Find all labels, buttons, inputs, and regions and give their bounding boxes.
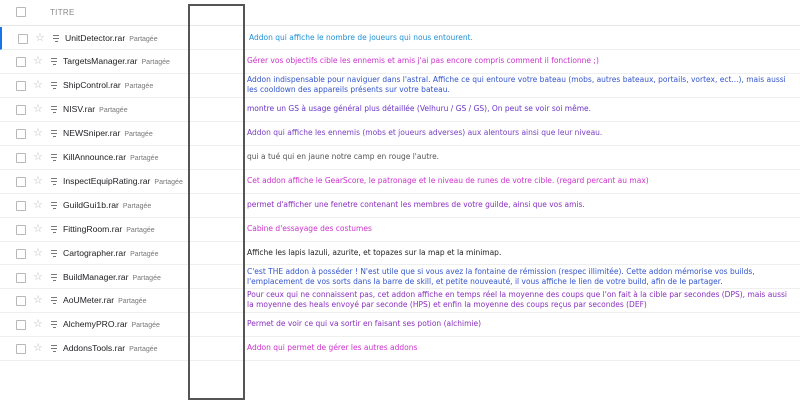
file-type-icon — [51, 202, 57, 210]
row-checkbox[interactable] — [16, 177, 26, 187]
file-row[interactable] — [0, 313, 800, 337]
file-name[interactable] — [63, 224, 155, 234]
file-description: montre un GS à usage général plus détaillée (Velhuru / GS / GS), On peut se voir soi même. — [247, 104, 592, 114]
shared-label: Partagée — [130, 155, 159, 162]
star-icon[interactable]: ☆ — [33, 342, 43, 355]
file-name-text[interactable]: ShipControl.rar — [63, 80, 121, 91]
row-checkbox[interactable] — [16, 249, 26, 259]
file-name-text[interactable]: UnitDetector.rar — [65, 32, 126, 43]
file-name[interactable] — [63, 56, 170, 66]
shared-label: Partagée — [124, 131, 153, 139]
file-type-icon — [51, 345, 57, 353]
select-all-checkbox[interactable] — [16, 7, 26, 17]
shared-label: Partagée — [132, 274, 161, 282]
file-name-text[interactable]: InspectEquipRating.rar — [63, 175, 151, 186]
shared-label: Partagée — [130, 250, 159, 258]
star-icon[interactable]: ☆ — [33, 55, 43, 68]
file-row[interactable] — [0, 74, 800, 98]
file-name-text[interactable]: Cartographer.rar — [63, 247, 127, 258]
file-description: C'est THE addon à posséder ! N'est utile que si vous avez la fontaine de rémission (respec illimitée). Cette addon mémorise vos builds, l'emplacement de vos sorts dans la barre de skill, et petite nouveauté, il vous affiche le lien de votre build, afin de le partager. — [247, 266, 755, 286]
star-icon[interactable]: ☆ — [33, 246, 43, 259]
file-name[interactable] — [63, 200, 151, 210]
file-type-icon — [51, 106, 57, 114]
shared-label: Partagée — [122, 202, 152, 210]
file-description: Addon indispensable pour naviguer dans l'astral. Affiche ce qui entoure votre bateau (mobs, autres bateaux, portails, vortex, ect...), mais aussi les cooldown des appareils présents sur votre bateau. — [247, 75, 786, 95]
file-description: Cabine d'essayage des costumes — [247, 223, 372, 233]
shared-label: Partagée — [99, 107, 128, 115]
file-type-icon — [51, 130, 57, 138]
file-row[interactable] — [0, 218, 800, 242]
row-checkbox[interactable] — [16, 225, 26, 235]
file-row[interactable] — [0, 27, 800, 51]
file-name[interactable] — [63, 152, 158, 162]
file-name[interactable] — [63, 343, 158, 353]
star-icon[interactable]: ☆ — [33, 79, 43, 92]
row-checkbox[interactable] — [16, 153, 26, 163]
file-row[interactable] — [0, 50, 800, 74]
star-icon[interactable]: ☆ — [33, 270, 43, 283]
file-name[interactable] — [63, 176, 183, 186]
row-checkbox[interactable] — [16, 344, 26, 354]
file-row[interactable] — [0, 266, 800, 290]
star-icon[interactable]: ☆ — [33, 294, 43, 307]
file-description: Pour ceux qui ne connaissent pas, cet addon affiche en temps réel la moyenne des coups que l'on fait à la cible par secondes (DPS), mais aussi la moyenne des heals envoyé par seconde (HPS) et enfin la moyenne des coups reçus par secondes (DEF) — [247, 290, 787, 310]
list-header — [0, 0, 800, 26]
shared-label: Partagée — [129, 346, 158, 354]
star-icon[interactable]: ☆ — [33, 222, 43, 235]
file-type-icon — [51, 297, 57, 305]
file-type-icon — [53, 35, 59, 43]
file-row[interactable] — [0, 289, 800, 313]
file-name-text[interactable]: NEWSniper.rar — [63, 128, 121, 139]
star-icon[interactable]: ☆ — [33, 103, 43, 116]
file-name-text[interactable]: AddonsTools.rar — [63, 343, 126, 354]
file-name[interactable] — [63, 128, 153, 138]
file-row[interactable] — [0, 170, 800, 194]
star-icon[interactable]: ☆ — [33, 198, 43, 211]
file-row[interactable] — [0, 337, 800, 361]
row-checkbox[interactable] — [18, 34, 28, 44]
file-description: Addon qui affiche les ennemis (mobs et joueurs adverses) aux alentours ainsi que leur niveau. — [247, 128, 603, 138]
shared-label: Partagée — [129, 35, 158, 43]
file-type-icon — [51, 178, 57, 186]
file-name-text[interactable]: FittingRoom.rar — [63, 223, 123, 234]
file-description: permet d'afficher une fenetre contenant les membres de votre guilde, ainsi que vos amis. — [247, 199, 585, 209]
file-name[interactable] — [63, 248, 158, 258]
file-name-text[interactable]: BuildManager.rar — [63, 271, 129, 282]
star-icon[interactable]: ☆ — [33, 151, 43, 163]
file-description: qui a tué qui en jaune notre camp en rouge l'autre. — [247, 152, 440, 161]
file-name[interactable] — [63, 272, 161, 282]
file-type-icon — [51, 274, 57, 282]
file-name[interactable] — [63, 295, 147, 305]
shared-label: Partagée — [154, 178, 183, 186]
star-icon[interactable]: ☆ — [35, 31, 45, 44]
row-checkbox[interactable] — [16, 296, 26, 306]
file-row[interactable] — [0, 194, 800, 218]
file-row[interactable] — [0, 146, 800, 170]
row-checkbox[interactable] — [16, 201, 26, 211]
star-icon[interactable]: ☆ — [33, 318, 43, 331]
shared-label: Partagée — [141, 59, 170, 67]
shared-label: Partagée — [124, 83, 154, 91]
row-checkbox[interactable] — [16, 320, 26, 330]
file-name[interactable] — [63, 104, 128, 114]
file-type-icon — [51, 250, 57, 258]
star-icon[interactable]: ☆ — [33, 174, 43, 187]
file-name-text[interactable]: AlchemyPRO.rar — [63, 319, 128, 330]
row-checkbox[interactable] — [16, 57, 26, 67]
file-type-icon — [51, 321, 57, 329]
row-checkbox[interactable] — [16, 273, 26, 283]
row-checkbox[interactable] — [16, 129, 26, 139]
star-icon[interactable]: ☆ — [33, 127, 43, 140]
shared-label: Partagée — [118, 298, 147, 306]
file-name-text[interactable]: GuildGui1b.rar — [63, 199, 119, 210]
file-name[interactable] — [63, 319, 160, 329]
file-type-icon — [51, 226, 57, 234]
row-checkbox[interactable] — [16, 81, 26, 91]
file-row[interactable] — [0, 242, 800, 266]
file-row[interactable] — [0, 122, 800, 146]
file-description: Cet addon affiche le GearScore, le patronage et le niveau de runes de votre cible. (regard percant au max) — [247, 175, 649, 185]
column-header-title[interactable]: TITRE — [50, 8, 75, 17]
file-type-icon — [51, 58, 57, 66]
file-type-icon — [51, 154, 57, 162]
file-name-text[interactable]: KillAnnounce.rar — [63, 152, 127, 162]
file-description: Permet de voir ce qui va sortir en faisant ses potion (alchimie) — [247, 319, 482, 329]
file-type-icon — [51, 82, 57, 90]
file-description: Gérer vos objectifs cible les ennemis et amis j'ai pas encore compris comment il fonctionne ;) — [247, 56, 599, 66]
file-name[interactable] — [65, 33, 158, 43]
file-name[interactable] — [63, 80, 153, 90]
file-name-text[interactable]: NISV.rar — [63, 104, 96, 115]
shared-label: Partagée — [126, 226, 155, 234]
row-checkbox[interactable] — [16, 105, 26, 115]
file-row[interactable] — [0, 98, 800, 122]
file-name-text[interactable]: TargetsManager.rar — [63, 56, 138, 67]
file-name-text[interactable]: AoUMeter.rar — [63, 295, 115, 306]
file-description: Addon qui affiche le nombre de joueurs qui nous entourent. — [249, 32, 473, 42]
file-description: Addon qui permet de gérer les autres addons — [247, 343, 418, 353]
shared-label: Partagée — [131, 322, 160, 330]
file-description: Affiche les lapis lazuli, azurite, et topazes sur la map et la minimap. — [247, 247, 502, 257]
